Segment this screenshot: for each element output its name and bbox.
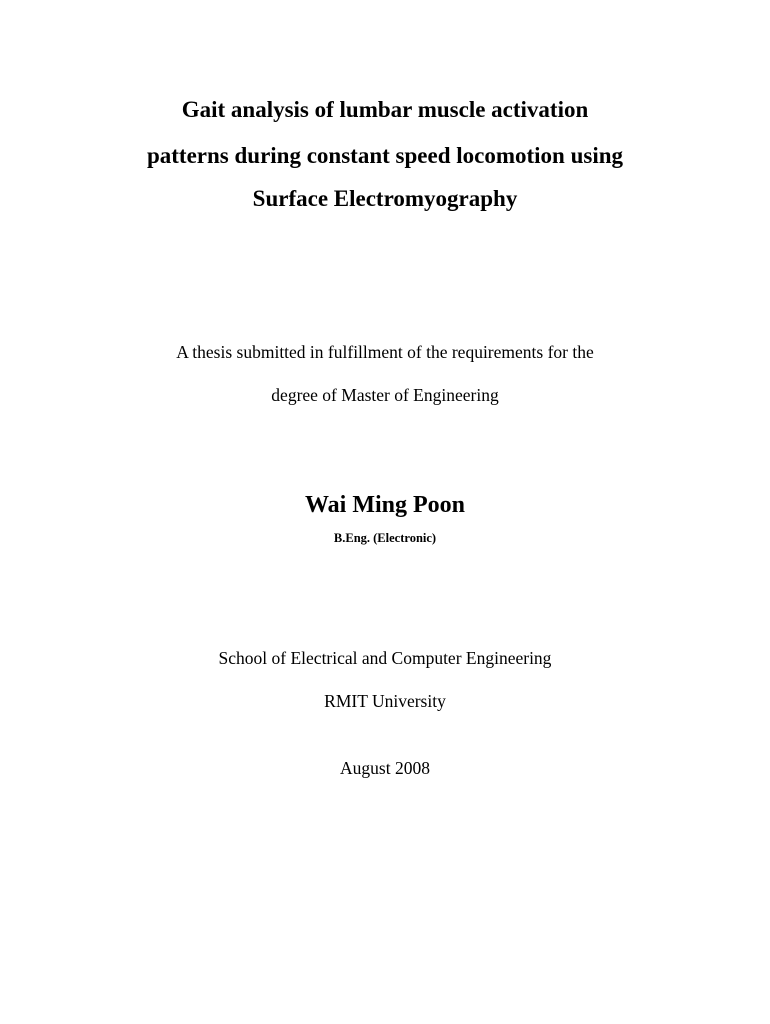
submission-statement-line-2: degree of Master of Engineering (271, 385, 499, 405)
author-qualification: B.Eng. (Electronic) (333, 531, 437, 545)
submission-date: August 2008 (340, 758, 430, 778)
thesis-title-line-1: Gait analysis of lumbar muscle activation (181, 97, 589, 122)
school-name: School of Electrical and Computer Engineering (218, 648, 552, 668)
thesis-title-line-2: patterns during constant speed locomotion using (146, 143, 624, 168)
university-name: RMIT University (324, 691, 446, 711)
author-name: Wai Ming Poon (304, 492, 466, 518)
submission-statement-line-1: A thesis submitted in fulfillment of the requirements for the (176, 342, 594, 362)
thesis-title-line-3: Surface Electromyography (252, 186, 518, 211)
